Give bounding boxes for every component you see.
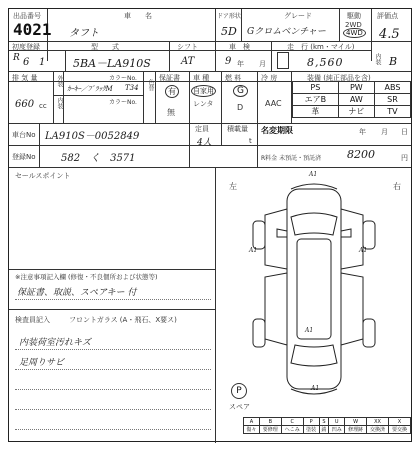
row-divider (9, 309, 215, 310)
legend-code: X (389, 418, 411, 426)
legend-code: S (319, 418, 329, 426)
drive-4wd-circled: 4WD (343, 28, 366, 38)
left-front-panel (265, 209, 287, 269)
legend-name: 凹み (329, 426, 345, 434)
inspection-label: 車 検 (229, 43, 250, 51)
right-rear-panel (341, 273, 363, 345)
car-name: タフト (69, 28, 99, 39)
score: 4.5 (379, 27, 400, 42)
left-front-wheel (253, 221, 265, 249)
interior-color-label: 内装 (56, 97, 63, 109)
right-front-wheel (363, 221, 375, 249)
damage-mark-rear: A1 (311, 385, 320, 392)
note-line (15, 299, 211, 300)
load-label: 積載量 (227, 125, 248, 133)
usage-private-circled: 自家用 (193, 87, 214, 95)
windshield-label: フロントガラス (A・飛石、X要ス) (69, 316, 177, 324)
equipment-grid (292, 81, 411, 118)
lot-label: 出品番号 (13, 12, 41, 20)
col-divider (189, 71, 190, 123)
car-body-outline (287, 189, 341, 389)
interior-score: B (389, 55, 398, 68)
rear-window (291, 345, 337, 366)
exterior-label: 外装 (56, 75, 63, 87)
damage-mark-roof: A1 (305, 327, 314, 334)
equip-aw: AW (338, 94, 374, 106)
note-line (15, 409, 211, 410)
col-divider (215, 41, 216, 71)
title-day: 日 (401, 128, 408, 136)
legend-code: P (303, 418, 319, 426)
col-divider (65, 50, 66, 71)
front-windshield (291, 213, 337, 235)
col-divider (215, 9, 216, 41)
displacement: 660 (15, 99, 35, 110)
legend-code: B (259, 418, 281, 426)
damage-mark-left: A1 (249, 247, 258, 254)
reg-era: R (13, 53, 20, 63)
shift: AT (181, 56, 195, 67)
color-code: T34 (125, 84, 139, 92)
spare-label: スペア (229, 403, 250, 411)
reg-month: 1 (39, 57, 46, 68)
exterior-color: ｶｰｷｰ／ﾌﾞﾗｯｸM (67, 85, 113, 93)
col-divider (143, 71, 144, 123)
legend-code: U (329, 418, 345, 426)
equip-abs: ABS (374, 82, 410, 94)
chassis-number: LA910S－0052849 (45, 131, 140, 142)
equip-pw: PW (338, 82, 374, 94)
inspect-year: 9 (225, 56, 232, 67)
note-line (15, 369, 211, 370)
color-code-label: カラーNo. (109, 75, 137, 82)
first-reg-label: 初度登録 (12, 43, 40, 51)
drive-label: 駆動 (347, 12, 361, 20)
notes-label: ※注意事項記入欄 (修復・不良個所および状態等) (15, 273, 158, 281)
col-divider (169, 41, 170, 71)
plate-number: 582 く 3571 (61, 153, 136, 164)
ac-value: AAC (265, 99, 282, 108)
equipment-label: 装備 (純正部品を含) (307, 74, 371, 82)
col-divider (215, 167, 216, 443)
notes-text: 保証書、取説、スペアキー 付 (17, 288, 137, 298)
shift-label: シフト (177, 43, 198, 51)
drive-2wd: 2WD (345, 21, 362, 29)
legend-name: 錆 (319, 426, 329, 434)
left-rear-wheel (253, 319, 265, 347)
color-change-label: 色替 (147, 79, 154, 91)
auction-sheet (8, 8, 412, 442)
legend-name: 修理跡 (345, 426, 367, 434)
inspect-year-unit: 年 (237, 60, 244, 68)
legend-name: 塗装 (303, 426, 319, 434)
row-divider (9, 123, 411, 124)
row-divider (9, 71, 411, 72)
mileage: 8,560 (307, 56, 344, 69)
equip-sr: SR (374, 94, 410, 106)
fuel-label: 燃 料 (225, 74, 242, 82)
equip-navi: ナビ (338, 106, 374, 118)
equip-leather: 革 (293, 106, 339, 118)
col-divider (339, 9, 340, 41)
col-divider (63, 71, 64, 123)
note-line (15, 349, 211, 350)
cc-unit: cc (39, 102, 47, 110)
model: 5BA－LA910S (73, 57, 151, 70)
inspector-note-1: 内装荷室汚れキズ (19, 338, 91, 348)
right-front-panel (341, 209, 363, 269)
capacity-label: 定員 (195, 125, 209, 133)
note-line (15, 389, 211, 390)
usage-label: 車 種 (193, 74, 210, 82)
spare-tire-icon: P (231, 383, 247, 399)
col-divider (221, 123, 222, 145)
model-label: 型 式 (91, 43, 119, 51)
left-side-label: 左 (229, 182, 237, 191)
damage-mark-right: A1 (359, 247, 368, 254)
recycle-amount: 8200 (347, 148, 375, 161)
damage-legend (243, 417, 411, 434)
legend-name: 交換済 (367, 426, 389, 434)
inspector-label: 検査員記入 (15, 316, 50, 324)
damage-mark-front: A1 (309, 171, 318, 178)
equip-tv: TV (374, 106, 410, 118)
ac-label: 冷 房 (261, 74, 278, 82)
doors-label: ドア形状 (217, 13, 241, 20)
legend-name: 傷々 (244, 426, 260, 434)
mileage-checkbox (277, 52, 289, 69)
color-code-label-2: カラーNo. (109, 99, 137, 106)
col-divider (39, 123, 40, 167)
col-divider (371, 9, 372, 61)
car-name-label: 車 名 (124, 12, 152, 20)
legend-name: 要修理 (259, 426, 281, 434)
inspector-note-2: 足周りサビ (19, 358, 65, 368)
load-unit: t (249, 137, 252, 145)
row-divider (9, 269, 215, 270)
interior-label: 内装 (374, 53, 381, 65)
warranty-none: 無 (167, 108, 175, 117)
col-divider (241, 9, 242, 41)
displacement-label: 排 気 量 (12, 74, 38, 82)
doors: 5D (221, 25, 237, 38)
inspect-month-unit: 月 (259, 60, 266, 68)
grade-label: グレード (284, 12, 312, 20)
equip-ps: PS (293, 82, 339, 94)
title-change-label: 名変期限 (261, 126, 293, 135)
col-divider (155, 71, 156, 123)
legend-code: W (345, 418, 367, 426)
row-divider (53, 95, 143, 96)
lot-number: 4021 (13, 20, 52, 39)
mileage-label: 走 行 (km・マイル) (287, 43, 355, 51)
legend-name: へこみ (281, 426, 303, 434)
right-mirror (341, 229, 351, 237)
car-diagram (217, 169, 411, 419)
legend-name: 要交換 (389, 426, 411, 434)
legend-code: C (281, 418, 303, 426)
roof-panel (297, 239, 331, 339)
recycle-label: R料金 未預託・預託済 (261, 155, 322, 162)
chassis-label: 車台No (12, 131, 36, 139)
left-mirror (277, 229, 287, 237)
col-divider (271, 41, 272, 71)
col-divider (53, 71, 54, 123)
title-year: 年 (359, 128, 366, 136)
col-divider (189, 123, 190, 167)
warranty-have-circled: 有 (165, 85, 179, 98)
usage-rental: レンタ (193, 100, 214, 108)
col-divider (257, 123, 258, 167)
fuel-gas-circled: G (233, 85, 248, 97)
legend-code: XX (367, 418, 389, 426)
col-divider (221, 71, 222, 123)
front-bumper (291, 184, 337, 189)
left-rear-panel (265, 273, 287, 345)
warranty-label: 保証書 (159, 74, 180, 82)
plate-label: 登録No (12, 153, 36, 161)
col-divider (257, 71, 258, 123)
right-side-label: 右 (393, 182, 401, 191)
row-divider (9, 167, 411, 168)
recycle-unit: 円 (401, 154, 408, 162)
sales-point-label: セールスポイント (15, 172, 71, 180)
note-line (15, 429, 211, 430)
score-label: 評価点 (377, 12, 398, 20)
legend-code: A (244, 418, 260, 426)
reg-year: 6 (23, 57, 30, 68)
equip-airbag: エアB (293, 94, 339, 106)
capacity: 4人 (197, 138, 212, 148)
fuel-diesel: D (237, 103, 244, 112)
right-rear-wheel (363, 319, 375, 347)
grade: Gクロムベンチャー (247, 27, 326, 37)
title-month: 月 (381, 128, 388, 136)
